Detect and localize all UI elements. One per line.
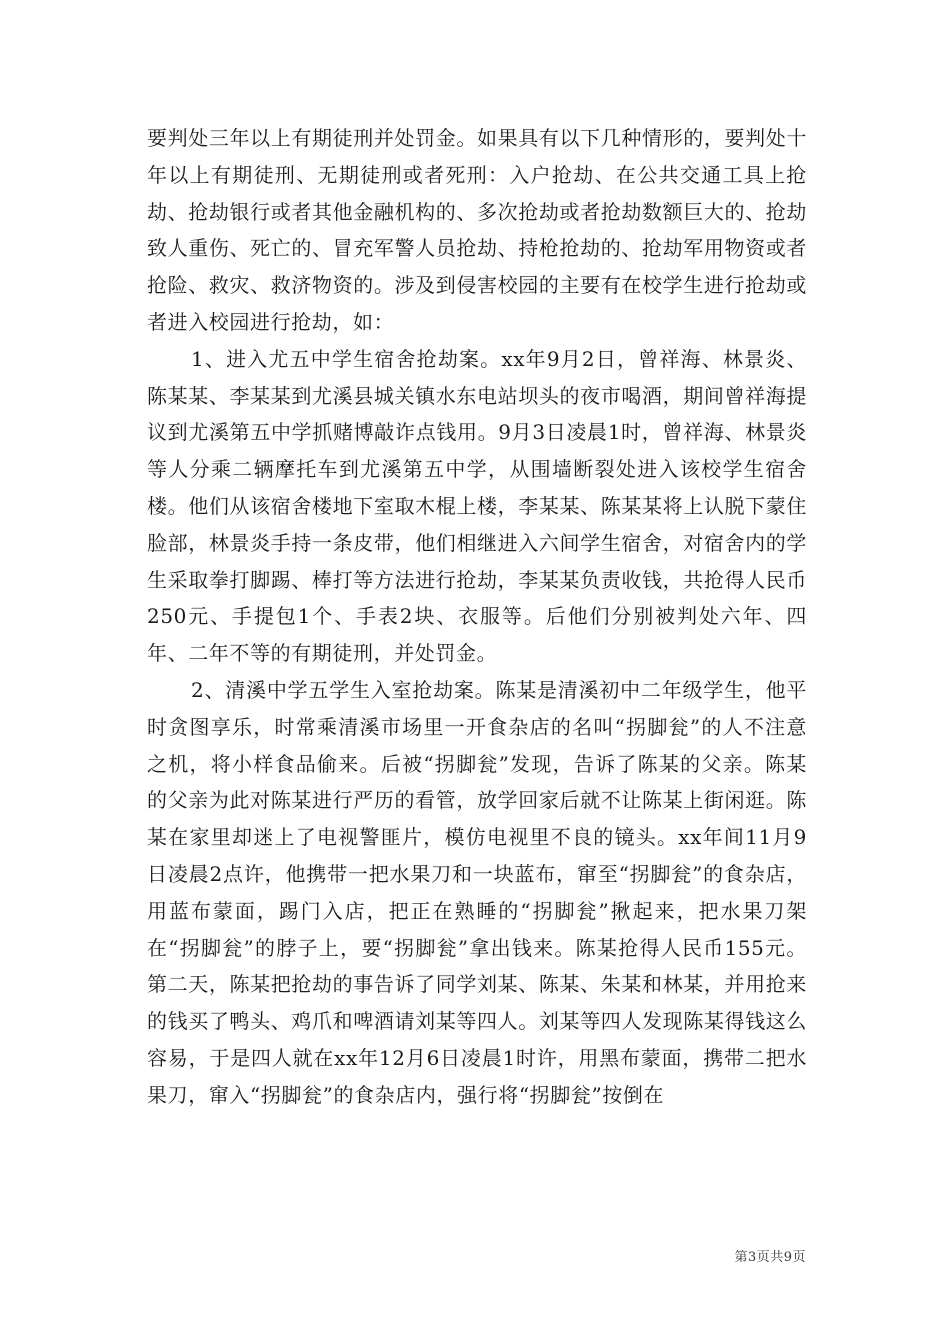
page-number-footer: 第3页共9页 xyxy=(734,1250,806,1265)
document-body xyxy=(147,120,807,1114)
paragraph-case-2: 2、清溪中学五学生入室抢劫案。陈某是清溪初中二年级学生，他平时贪图享乐，时常乘清溪市场里一开食杂店的名叫“拐脚瓮”的人不注意之机，将小样食品偷来。后被“拐脚瓮”发现，告诉了陈某的父亲。陈某的父亲为此对陈某进行严历的看管，放学回家后就不让陈某上街闲逛。陈某在家里却迷上了电视警匪片，模仿电视里不良的镜头。xx年间11月9日凌晨2点许，他携带一把水果刀和一块蓝布，窜至“拐脚瓮”的食杂店，用蓝布蒙面，踢门入店，把正在熟睡的“拐脚瓮”揪起来，把水果刀架在“拐脚瓮”的脖子上，要“拐脚瓮”拿出钱来。陈某抢得人民币155元。第二天，陈某把抢劫的事告诉了同学刘某、陈某、朱某和林某，并用抢来的钱买了鸭头、鸡爪和啤酒请刘某等四人。刘某等四人发现陈某得钱这么容易，于是四人就在xx年12月6日凌晨1时许，用黑布蒙面，携带二把水果刀，窜入“拐脚瓮”的食杂店内，强行将“拐脚瓮”按倒在 xyxy=(147,677,807,1107)
paragraph-penalty-intro: 要判处三年以上有期徒刑并处罚金。如果具有以下几种情形的，要判处十年以上有期徒刑、无期徒刑或者死刑：入户抢劫、在公共交通工具上抢劫、抢劫银行或者其他金融机构的、多次抢劫或者抢劫数额巨大的、抢劫致人重伤、死亡的、冒充军警人员抢劫、持枪抢劫的、抢劫军用物资或者抢险、救灾、救济物资的。涉及到侵害校园的主要有在校学生进行抢劫或者进入校园进行抢劫，如： xyxy=(147,126,807,334)
paragraph-case-1: 1、进入尤五中学生宿舍抢劫案。xx年9月2日，曾祥海、林景炎、陈某某、李某某到尤溪县城关镇水东电站坝头的夜市喝酒，期间曾祥海提议到尤溪第五中学抓赌博敲诈点钱用。9月3日凌晨1时，曾祥海、林景炎等人分乘二辆摩托车到尤溪第五中学，从围墙断裂处进入该校学生宿舍楼。他们从该宿舍楼地下室取木棍上楼，李某某、陈某某将上认脱下蒙住脸部，林景炎手持一条皮带，他们相继进入六间学生宿舍，对宿舍内的学生采取拳打脚踢、棒打等方法进行抢劫，李某某负责收钱，共抢得人民币250元、手提包1个、手表2块、衣服等。后他们分别被判处六年、四年、二年不等的有期徒刑，并处罚金。 xyxy=(147,346,807,666)
